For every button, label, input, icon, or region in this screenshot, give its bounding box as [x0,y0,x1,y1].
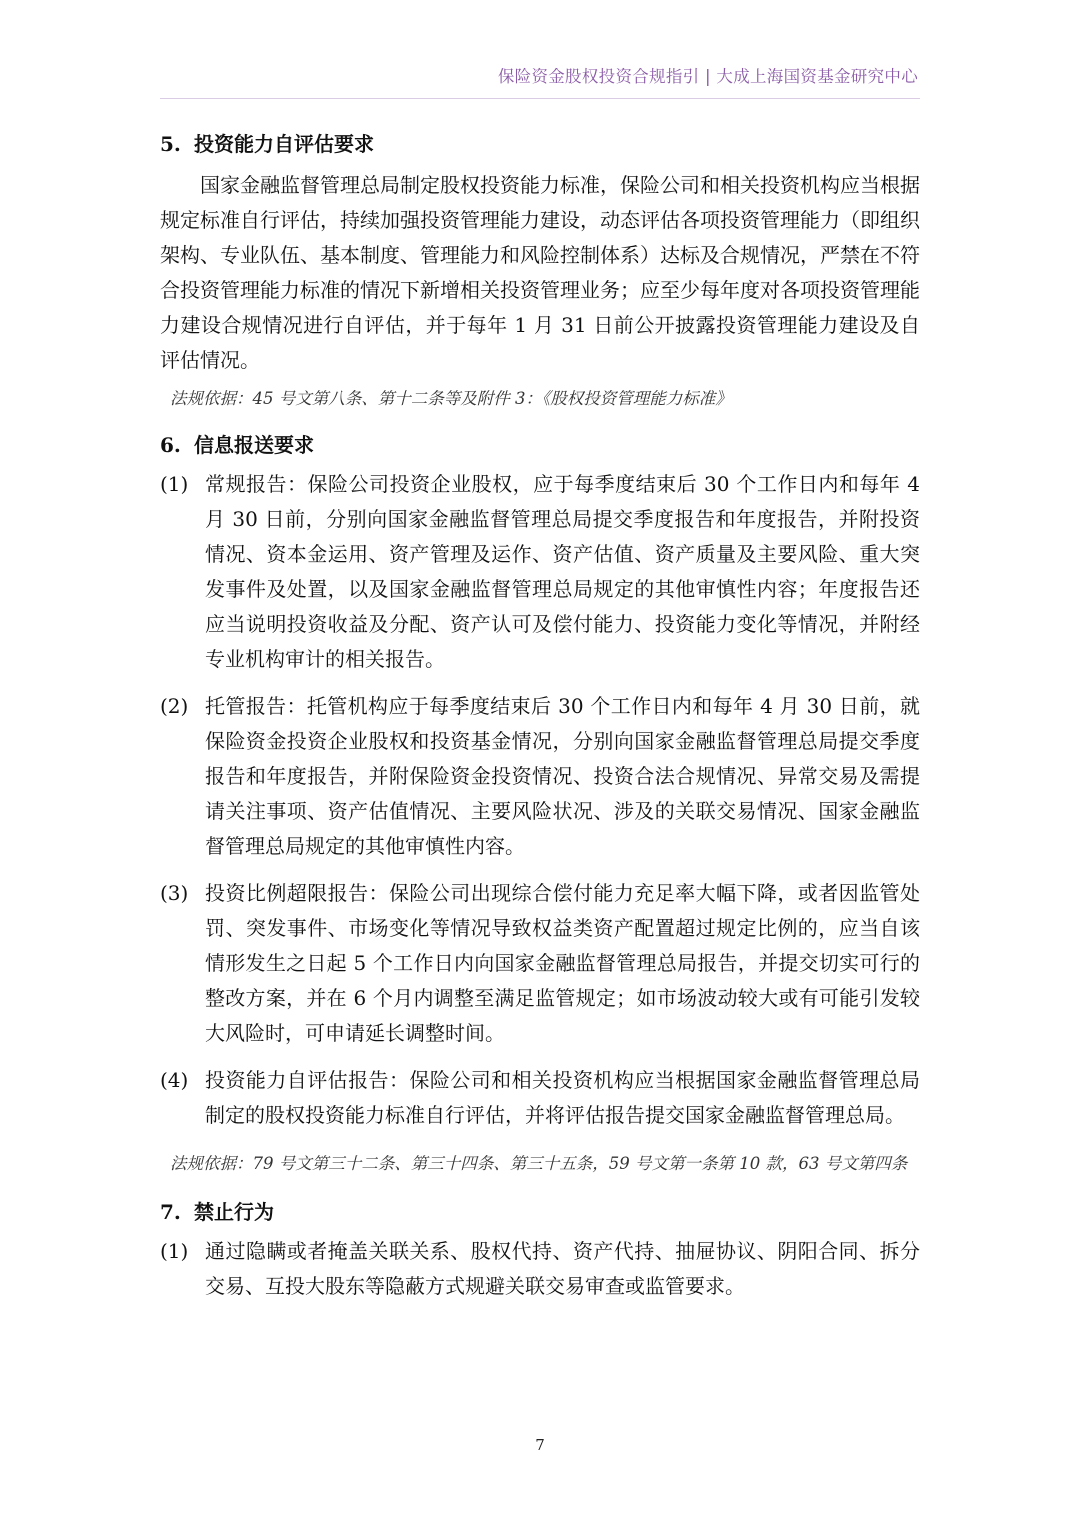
running-header: 保险资金股权投资合规指引 | 大成上海国资基金研究中心 [497,67,918,86]
list-item [160,467,920,677]
section-5-heading [160,126,920,162]
section-6-title: 信息报送要求 [194,433,314,457]
section-5-number: 5. [160,132,181,156]
section-5-legal-basis: 法规依据：45 号文第八条、第十二条等及附件 3：《股权投资管理能力标准》 [170,389,732,408]
list-item-text: 投资能力自评估报告：保险公司和相关投资机构应当根据国家金融监督管理总局制定的股权投资能力标准自行评估，并将评估报告提交国家金融监督管理总局。 [205,1068,920,1127]
header-divider [160,98,920,99]
list-item-text: 常规报告：保险公司投资企业股权，应于每季度结束后 30 个工作日内和每年 4 月 30 日前，分别向国家金融监督管理总局提交季度报告和年度报告，并附投资情况、资本金运用、资产管理及运作、资产估值、资产质量及主要风险、重大突发事件及处置，以及国家金融监督管理总局规定的其他审慎性内容；年度报告还应当说明投资收益及分配、资产认可及偿付能力、投资能力变化等情况，并附经专业机构审计的相关报告。 [205,472,920,671]
list-item-text: 托管报告：托管机构应于每季度结束后 30 个工作日内和每年 4 月 30 日前，就保险资金投资企业股权和投资基金情况，分别向国家金融监督管理总局提交季度报告和年度报告，并附保险资金投资情况、投资合法合规情况、异常交易及需提请关注事项、资产估值情况、主要风险状况、涉及的关联交易情况、国家金融监督管理总局规定的其他审慎性内容。 [205,694,920,858]
section-7-title: 禁止行为 [194,1200,274,1224]
section-7-number: 7. [160,1200,181,1224]
page-number: 7 [535,1436,545,1454]
list-item-marker: (1) [160,472,189,496]
section-7-list [160,1234,920,1304]
list-item [160,876,920,1051]
list-item-marker: (3) [160,881,189,905]
list-item [160,1234,920,1304]
section-6-heading [160,427,920,463]
section-5-title: 投资能力自评估要求 [194,132,374,156]
section-6-number: 6. [160,433,181,457]
list-item-marker: (2) [160,694,189,718]
list-item-marker: (4) [160,1068,189,1092]
list-item-marker: (1) [160,1239,189,1263]
section-6-list [160,467,920,1133]
section-6-legal-basis: 法规依据：79 号文第三十二条、第三十四条、第三十五条，59 号文第一条第 10 款，63 号文第四条 [170,1154,908,1173]
section-7-heading [160,1194,920,1230]
list-item [160,689,920,864]
section-5-paragraph: 国家金融监督管理总局制定股权投资能力标准，保险公司和相关投资机构应当根据规定标准自行评估，持续加强投资管理能力建设，动态评估各项投资管理能力（即组织架构、专业队伍、基本制度、管理能力和风险控制体系）达标及合规情况，严禁在不符合投资管理能力标准的情况下新增相关投资管理业务；应至少每年度对各项投资管理能力建设合规情况进行自评估，并于每年 1 月 31 日前公开披露投资管理能力建设及自评估情况。 [160,173,920,372]
list-item-text: 投资比例超限报告：保险公司出现综合偿付能力充足率大幅下降，或者因监管处罚、突发事件、市场变化等情况导致权益类资产配置超过规定比例的，应当自该情形发生之日起 5 个工作日内向国家金融监督管理总局报告，并提交切实可行的整改方案，并在 6 个月内调整至满足监管规定；如市场波动较大或有可能引发较大风险时，可申请延长调整时间。 [205,881,920,1045]
list-item [160,1063,920,1133]
list-item-text: 通过隐瞒或者掩盖关联关系、股权代持、资产代持、抽屉协议、阴阳合同、拆分交易、互投大股东等隐蔽方式规避关联交易审查或监管要求。 [205,1239,920,1298]
page-content [160,126,920,1304]
